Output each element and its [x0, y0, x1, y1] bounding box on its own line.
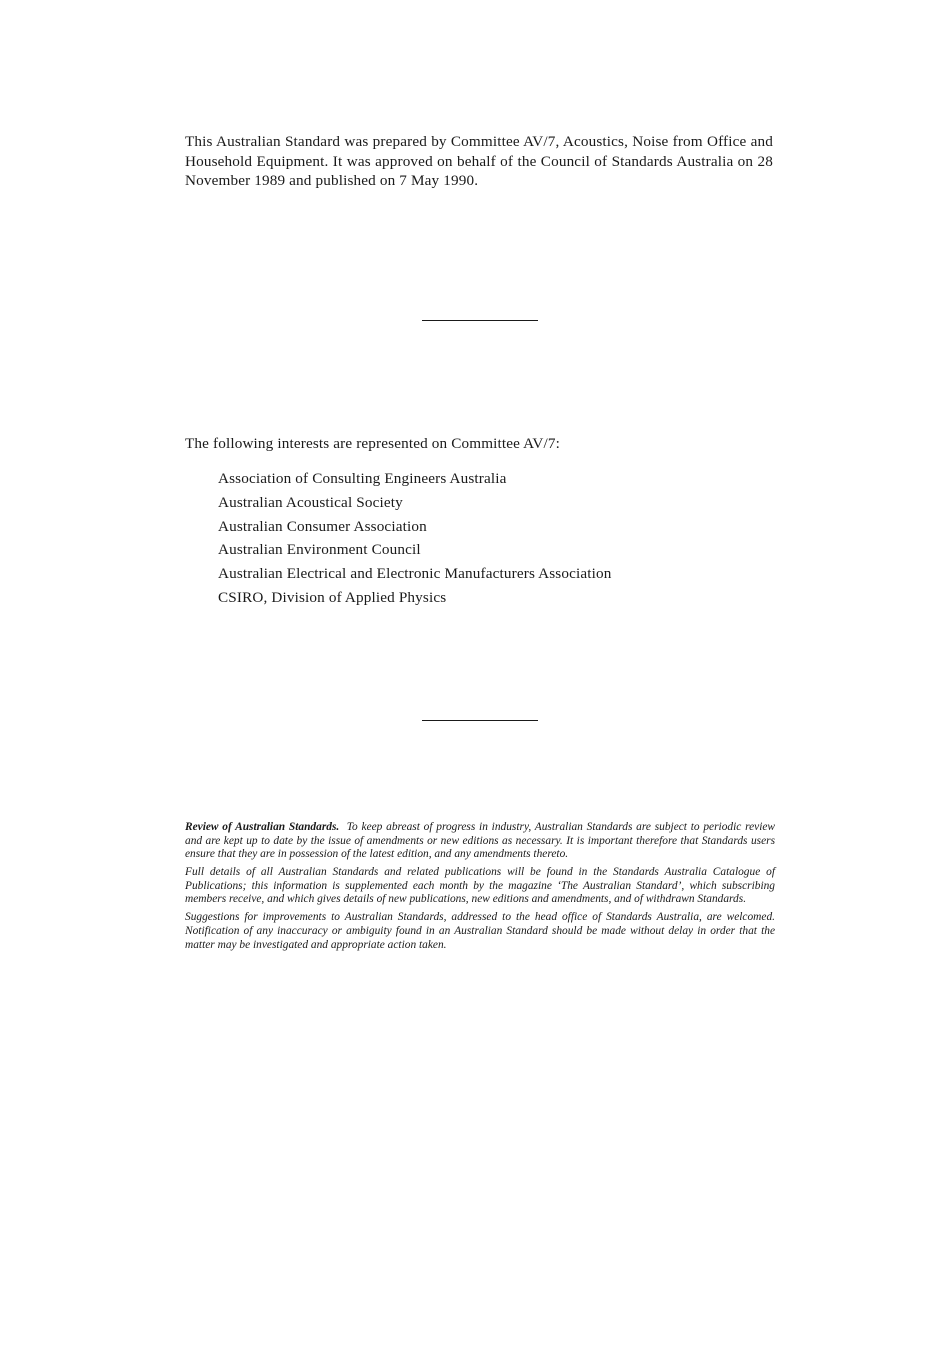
section-divider [422, 720, 538, 721]
list-item: Association of Consulting Engineers Australia [218, 470, 507, 487]
list-item: CSIRO, Division of Applied Physics [218, 588, 447, 606]
list-item: Australian Acoustical Society [218, 493, 403, 511]
section-divider [422, 320, 538, 321]
list-item: Australian Electrical and Electronic Manufacturers Association [218, 565, 612, 583]
preparation-statement: This Australian Standard was prepared by Committee AV/7, Acoustics, Noise from Office and Household Equipment. It was approved on behalf of the Council of Standards Australia on 28 November 1989 and published on 7 May 1990. [185, 133, 773, 189]
list-item: Australian Environment Council [218, 541, 421, 559]
standards-notes [185, 821, 775, 957]
review-note [185, 821, 775, 862]
interests-heading: The following interests are represented on Committee AV/7: [185, 435, 560, 452]
suggestions-note: Suggestions for improvements to Australian Standards, addressed to the head office of Standards Australia, are welcomed. Notification of any inaccuracy or ambiguity found in an Australian Standard should be made without delay in order that the matter may be investigated and appropriate action taken. [185, 911, 775, 951]
interests-list [218, 469, 611, 612]
review-note-lead: Review of Australian Standards. [185, 821, 340, 833]
review-note-text: To keep abreast of progress in industry, Australian Standards are subject to periodic review and are kept up to date by the issue of amendments or new editions as necessary. It is important therefore that Standards users ensure that they are in possession of the latest edition, and any amendments thereto. [185, 821, 776, 861]
details-note: Full details of all Australian Standards and related publications will be found in the Standards Australia Catalogue of Publications; this information is supplemented each month by the magazine ‘The Australian Standard’, which subscribing members receive, and which gives details of new publications, new editions and amendments, and of withdrawn Standards. [185, 866, 775, 906]
list-item: Australian Consumer Association [218, 517, 427, 535]
